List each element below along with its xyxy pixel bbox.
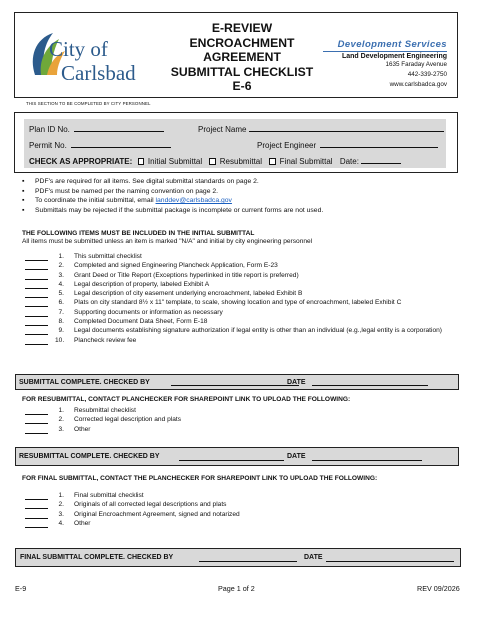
item-text: Final submittal checklist bbox=[74, 492, 144, 499]
item-number: 8. bbox=[58, 318, 64, 326]
department-rule bbox=[323, 51, 447, 52]
checklist-item bbox=[25, 406, 465, 415]
check-label: CHECK AS APPROPRIATE bbox=[29, 157, 130, 166]
check-row: CHECK AS APPROPRIATE: Initial Submittal Resubmittal Final Submittal Date: bbox=[29, 156, 401, 166]
item-number: 1. bbox=[58, 407, 64, 414]
permit-no-row bbox=[29, 140, 171, 150]
item-text: Completed Document Data Sheet, Form E-18 bbox=[74, 318, 208, 326]
item-text: Plats on city standard 8½ x 11" template, to scale, showing location and type of encroachment, labeled Exhibit C bbox=[74, 299, 402, 307]
checked-by-field[interactable] bbox=[171, 385, 299, 386]
checklist-item bbox=[25, 415, 465, 424]
resubmittal-complete-label: RESUBMITTAL COMPLETE. CHECKED BY bbox=[19, 453, 160, 460]
title-line: ENCROACHMENT bbox=[189, 35, 295, 50]
plan-id-row bbox=[29, 124, 164, 134]
page-number: Page 1 of 2 bbox=[218, 584, 255, 593]
checklist-item bbox=[25, 336, 465, 345]
item-number: 3. bbox=[58, 510, 64, 518]
project-name-label: Project Name bbox=[198, 125, 247, 134]
project-name-row bbox=[198, 124, 444, 134]
date-label: Date: bbox=[339, 157, 359, 166]
date-label: DATE bbox=[304, 554, 323, 561]
initial-label: Initial Submittal bbox=[147, 157, 203, 166]
department-name: Development Services bbox=[337, 39, 447, 50]
item-number: 9. bbox=[58, 327, 64, 335]
item-number: 3. bbox=[58, 271, 64, 279]
item-number: 2. bbox=[58, 262, 64, 270]
permit-no-label: Permit No. bbox=[29, 141, 67, 150]
initial-blank[interactable] bbox=[25, 433, 48, 434]
date-field[interactable] bbox=[312, 385, 428, 386]
date-label: DATE bbox=[287, 379, 306, 386]
resubmittal-complete-bar bbox=[15, 447, 459, 466]
title-line: AGREEMENT bbox=[203, 50, 281, 65]
city-logo bbox=[23, 23, 163, 93]
submittal-complete-bar bbox=[15, 374, 459, 390]
item-number: 2. bbox=[58, 501, 64, 509]
checklist-item bbox=[25, 289, 465, 298]
address: 1635 Faraday Avenue bbox=[385, 61, 447, 68]
logo-text-city: City of bbox=[49, 37, 108, 61]
checklist-item bbox=[25, 519, 465, 528]
project-engineer-field[interactable] bbox=[320, 140, 438, 148]
plan-id-field[interactable] bbox=[74, 124, 164, 132]
resubmittal-items bbox=[25, 406, 465, 434]
final-complete-bar bbox=[15, 548, 461, 567]
date-field[interactable] bbox=[361, 156, 401, 164]
project-engineer-row bbox=[257, 140, 438, 150]
title-line: E-REVIEW bbox=[211, 21, 273, 35]
item-number: 2. bbox=[58, 416, 64, 424]
date-label: DATE bbox=[287, 453, 306, 460]
item-number: 5. bbox=[58, 290, 64, 298]
email-link[interactable]: landdev@carlsbadca.gov bbox=[155, 197, 232, 205]
date-field[interactable] bbox=[326, 561, 454, 562]
date-field[interactable] bbox=[312, 460, 422, 461]
item-text: This submittal checklist bbox=[74, 253, 142, 260]
permit-no-field[interactable] bbox=[71, 140, 171, 148]
project-name-field[interactable] bbox=[249, 124, 444, 132]
checked-by-field[interactable] bbox=[179, 460, 284, 461]
list-item bbox=[22, 196, 462, 206]
checklist-item bbox=[25, 308, 465, 317]
item-text: Other bbox=[74, 519, 91, 527]
item-text: Original Encroachment Agreement, signed and notarized bbox=[74, 510, 240, 518]
form-number: E-9 bbox=[15, 584, 27, 593]
final-checkbox[interactable] bbox=[269, 158, 275, 164]
checklist-item bbox=[25, 491, 465, 500]
list-item: ▪ PDF's must be named per the naming convention on page 2. bbox=[22, 187, 462, 197]
item-text: Legal description of property, labeled Exhibit A bbox=[74, 280, 210, 288]
checklist-item bbox=[25, 326, 465, 335]
checklist-item bbox=[25, 280, 465, 289]
checked-by-field[interactable] bbox=[199, 561, 297, 562]
checklist-item bbox=[25, 510, 465, 519]
item-number: 6. bbox=[58, 299, 64, 307]
list-item: ▪ PDF's are required for all items. See digital submittal standards on page 2. bbox=[22, 177, 462, 187]
coordinate-text: To coordinate the initial submittal, email bbox=[35, 197, 156, 205]
item-text: Resubmittal checklist bbox=[74, 407, 136, 414]
website: www.carlsbadca.gov bbox=[389, 80, 447, 88]
item-text: Other bbox=[74, 425, 91, 433]
checklist-item bbox=[25, 500, 465, 509]
phone: 442-339-2750 bbox=[407, 70, 447, 78]
plan-info-shaded bbox=[24, 119, 446, 168]
initial-section-subtitle: All items must be submitted unless an item is marked "N/A" and initial by city engineering personnel bbox=[22, 238, 313, 245]
resubmittal-label: Resubmittal bbox=[219, 157, 263, 166]
item-number: 10. bbox=[55, 336, 65, 344]
item-text: Plancheck review fee bbox=[74, 336, 137, 344]
form-title bbox=[167, 21, 317, 94]
item-text: Legal documents establishing signature authorization if legal entity is other than an individual (e.g.,legal entity is a corporation) bbox=[74, 327, 443, 335]
checklist-item bbox=[25, 317, 465, 326]
item-text: Completed and signed Engineering Plancheck Application, Form E-23 bbox=[74, 262, 278, 270]
requirements-list bbox=[22, 177, 462, 215]
submittal-complete-label: SUBMITTAL COMPLETE. CHECKED BY bbox=[19, 379, 150, 386]
list-item: ▪ Submittals may be rejected if the submittal package is incomplete or current forms are not used. bbox=[22, 206, 462, 216]
resubmittal-checkbox[interactable] bbox=[209, 158, 215, 164]
item-text: Corrected legal description and plats bbox=[74, 416, 182, 424]
item-number: 4. bbox=[58, 280, 64, 288]
item-text: Supporting documents or information as necessary bbox=[74, 308, 223, 316]
revision-date: REV 09/2026 bbox=[417, 584, 460, 593]
item-number: 7. bbox=[58, 308, 64, 316]
division-name: Land Development Engineering bbox=[341, 53, 447, 60]
final-label: Final Submittal bbox=[279, 157, 333, 166]
city-personnel-note: THIS SECTION TO BE COMPLETED BY CITY PERSONNEL bbox=[26, 101, 151, 106]
final-complete-label: FINAL SUBMITTAL COMPLETE. CHECKED BY bbox=[20, 554, 174, 561]
checklist-item bbox=[25, 252, 465, 261]
title-line: SUBMITTAL CHECKLIST bbox=[170, 64, 314, 79]
department-block bbox=[317, 39, 447, 89]
item-text: Grant Deed or Title Report (Exceptions hyperlinked in title report is preferred) bbox=[74, 271, 299, 279]
initial-blank[interactable] bbox=[25, 527, 48, 528]
initial-blank[interactable] bbox=[25, 344, 48, 345]
final-items bbox=[25, 491, 465, 528]
initial-checkbox[interactable] bbox=[138, 158, 144, 164]
initial-items bbox=[25, 252, 465, 345]
checklist-item bbox=[25, 261, 465, 270]
initial-section-title: THE FOLLOWING ITEMS MUST BE INCLUDED IN THE INITIAL SUBMITTAL bbox=[22, 230, 255, 237]
item-text: Legal description of city easement underlying encroachment, labeled Exhibit B bbox=[74, 290, 303, 298]
checklist-item bbox=[25, 271, 465, 280]
form-header bbox=[14, 12, 458, 98]
item-number: 4. bbox=[58, 519, 64, 527]
project-engineer-label: Project Engineer bbox=[257, 141, 317, 150]
checklist-item bbox=[25, 298, 465, 307]
logo-text-carlsbad: Carlsbad bbox=[61, 61, 136, 85]
item-number: 1. bbox=[58, 253, 64, 260]
checklist-item bbox=[25, 425, 465, 434]
item-text: Originals of all corrected legal descriptions and plats bbox=[74, 501, 227, 509]
plan-info-box bbox=[14, 112, 458, 173]
final-section-title: FOR FINAL SUBMITTAL, CONTACT THE PLANCHECKER FOR SHAREPOINT LINK TO UPLOAD THE FOLLOWING: bbox=[22, 475, 378, 482]
item-number: 1. bbox=[58, 492, 64, 499]
item-number: 3. bbox=[58, 425, 64, 433]
resubmittal-section-title: FOR RESUBMITTAL, CONTACT PLANCHECKER FOR SHAREPOINT LINK TO UPLOAD THE FOLLOWING: bbox=[22, 396, 351, 403]
title-line: E-6 bbox=[232, 79, 252, 94]
plan-id-label: Plan ID No. bbox=[29, 125, 70, 134]
